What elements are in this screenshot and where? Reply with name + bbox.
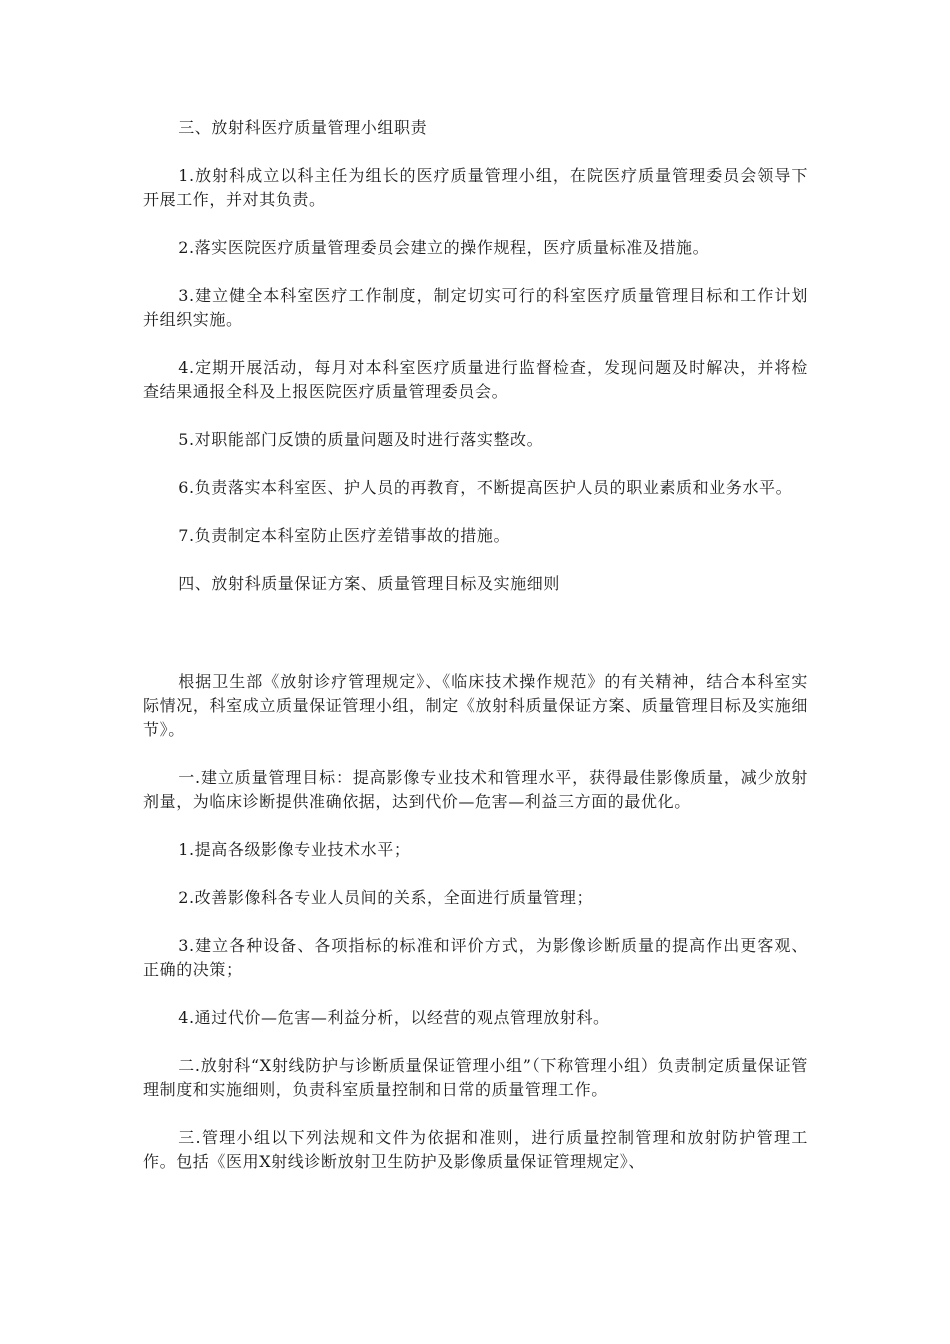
section-3-item-5: 5.对职能部门反馈的质量问题及时进行落实整改。 xyxy=(178,430,544,449)
section-3-item-4: 4.定期开展活动，每月对本科室医疗质量进行监督检查，发现问题及时解决，并将检查结果通报全科及上报医院医疗质量管理委员会。 xyxy=(143,358,808,401)
goal-item-2: 2.改善影像科各专业人员间的关系，全面进行质量管理； xyxy=(178,888,594,907)
goal-item-1: 1.提高各级影像专业技术水平； xyxy=(178,840,411,859)
section-3-item-1: 1.放射科成立以科主任为组长的医疗质量管理小组，在院医疗质量管理委员会领导下开展工作，并对其负责。 xyxy=(143,166,808,209)
section-3-heading: 三、放射科医疗质量管理小组职责 xyxy=(178,118,428,137)
section-4-heading: 四、放射科质量保证方案、质量管理目标及实施细则 xyxy=(178,574,560,593)
section-3-item-6: 6.负责落实本科室医、护人员的再教育，不断提高医护人员的职业素质和业务水平。 xyxy=(178,478,793,497)
section-3-item-7: 7.负责制定本科室防止医疗差错事故的措施。 xyxy=(178,526,511,545)
document-body xyxy=(143,116,808,1198)
goal-item-3: 3.建立各种设备、各项指标的标准和评价方式，为影像诊断质量的提高作出更客观、正确的决策； xyxy=(143,936,808,979)
goal-paragraph: 一.建立质量管理目标：提高影像专业技术和管理水平，获得最佳影像质量，减少放射剂量，为临床诊断提供准确依据，达到代价—危害—利益三方面的最优化。 xyxy=(143,768,808,811)
blank-gap xyxy=(143,620,808,670)
paragraph-two: 二.放射科“X射线防护与诊断质量保证管理小组”（下称管理小组）负责制定质量保证管理制度和实施细则，负责科室质量控制和日常的质量管理工作。 xyxy=(143,1056,808,1099)
section-3-item-3: 3.建立健全本科室医疗工作制度，制定切实可行的科室医疗质量管理目标和工作计划并组织实施。 xyxy=(143,286,808,329)
section-3-item-2: 2.落实医院医疗质量管理委员会建立的操作规程，医疗质量标准及措施。 xyxy=(178,238,710,257)
goal-item-4: 4.通过代价—危害—利益分析，以经营的观点管理放射科。 xyxy=(178,1008,610,1027)
paragraph-three: 三.管理小组以下列法规和文件为依据和准则，进行质量控制管理和放射防护管理工作。包括《医用X射线诊断放射卫生防护及影像质量保证管理规定》、 xyxy=(143,1128,808,1171)
intro-paragraph: 根据卫生部《放射诊疗管理规定》、《临床技术操作规范》的有关精神，结合本科室实际情况，科室成立质量保证管理小组，制定《放射科质量保证方案、质量管理目标及实施细节》。 xyxy=(143,672,808,739)
